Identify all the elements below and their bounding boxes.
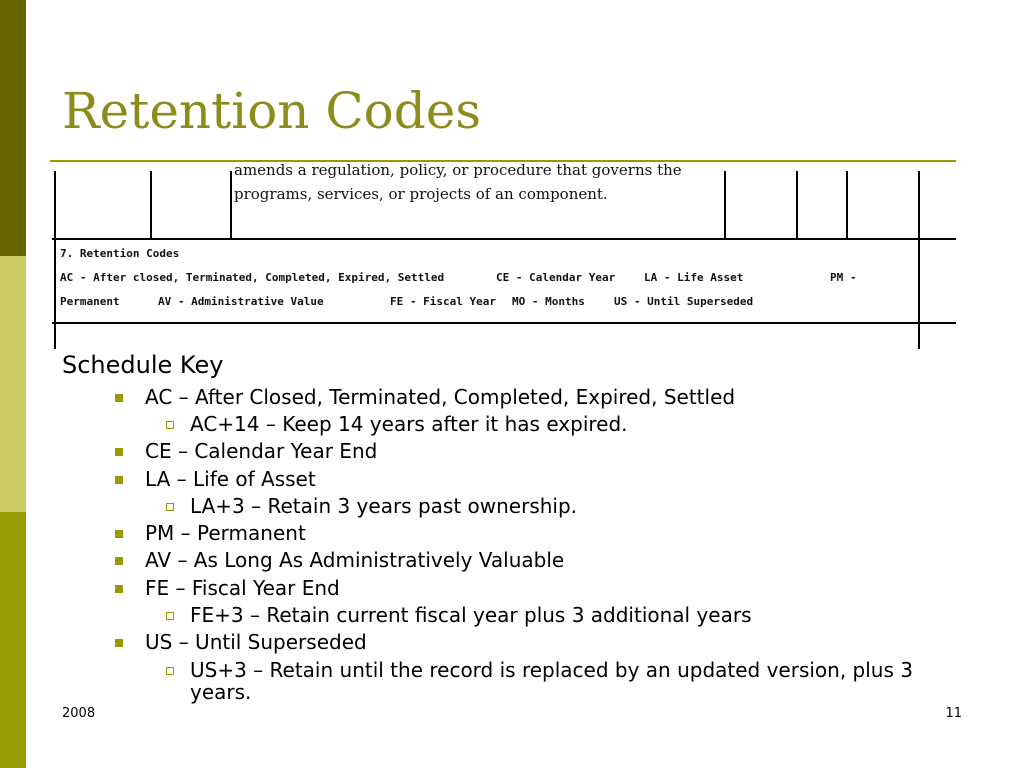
side-stripe-middle bbox=[0, 256, 26, 512]
side-stripe-bottom bbox=[0, 512, 26, 768]
hollow-square-bullet-icon bbox=[166, 421, 174, 429]
form-code-fe: FE - Fiscal Year bbox=[390, 295, 496, 308]
square-bullet-icon bbox=[115, 557, 123, 565]
square-bullet-icon bbox=[115, 476, 123, 484]
hollow-square-bullet-icon bbox=[166, 612, 174, 620]
form-code-permanent: Permanent bbox=[60, 295, 120, 308]
hollow-square-bullet-icon bbox=[166, 667, 174, 675]
slide-number: 11 bbox=[945, 706, 962, 721]
form-grid-line bbox=[52, 238, 956, 240]
list-item: AC+14 – Keep 14 years after it has expired. bbox=[190, 413, 965, 435]
form-grid-line bbox=[150, 171, 152, 239]
list-item: FE – Fiscal Year End bbox=[145, 577, 965, 599]
form-excerpt-image bbox=[52, 161, 956, 349]
list-item: FE+3 – Retain current fiscal year plus 3 additional years bbox=[190, 604, 965, 626]
form-grid-line bbox=[230, 171, 232, 239]
form-code-la: LA - Life Asset bbox=[644, 271, 744, 284]
form-code-pm: PM - bbox=[830, 271, 857, 284]
form-grid-line bbox=[52, 322, 956, 324]
list-item: AC – After Closed, Terminated, Completed, Expired, Settled bbox=[145, 386, 965, 408]
list-item: LA – Life of Asset bbox=[145, 468, 965, 490]
schedule-key-heading: Schedule Key bbox=[62, 351, 224, 379]
form-text-line2: programs, services, or projects of an component. bbox=[234, 185, 608, 203]
form-grid-line bbox=[796, 171, 798, 239]
list-item: PM – Permanent bbox=[145, 522, 965, 544]
list-item: LA+3 – Retain 3 years past ownership. bbox=[190, 495, 965, 517]
form-heading: 7. Retention Codes bbox=[60, 247, 180, 260]
square-bullet-icon bbox=[115, 585, 123, 593]
square-bullet-icon bbox=[115, 639, 123, 647]
square-bullet-icon bbox=[115, 530, 123, 538]
form-text-line1: amends a regulation, policy, or procedure that governs the bbox=[234, 161, 682, 179]
square-bullet-icon bbox=[115, 448, 123, 456]
form-code-ac: AC - After closed, Terminated, Completed, Expired, Settled bbox=[60, 271, 445, 284]
list-item: US – Until Superseded bbox=[145, 631, 965, 653]
form-code-ce: CE - Calendar Year bbox=[496, 271, 616, 284]
list-item: CE – Calendar Year End bbox=[145, 440, 965, 462]
form-grid-line bbox=[724, 171, 726, 239]
list-item: US+3 – Retain until the record is replaced by an updated version, plus 3 years. bbox=[190, 659, 960, 703]
list-item: AV – As Long As Administratively Valuable bbox=[145, 549, 965, 571]
hollow-square-bullet-icon bbox=[166, 503, 174, 511]
form-grid-line bbox=[846, 171, 848, 239]
square-bullet-icon bbox=[115, 394, 123, 402]
form-code-av: AV - Administrative Value bbox=[158, 295, 324, 308]
slide-title: Retention Codes bbox=[62, 82, 482, 140]
form-code-us: US - Until Superseded bbox=[614, 295, 754, 308]
footer-year: 2008 bbox=[62, 706, 96, 721]
side-stripe-top bbox=[0, 0, 26, 256]
form-code-mo: MO - Months bbox=[512, 295, 585, 308]
